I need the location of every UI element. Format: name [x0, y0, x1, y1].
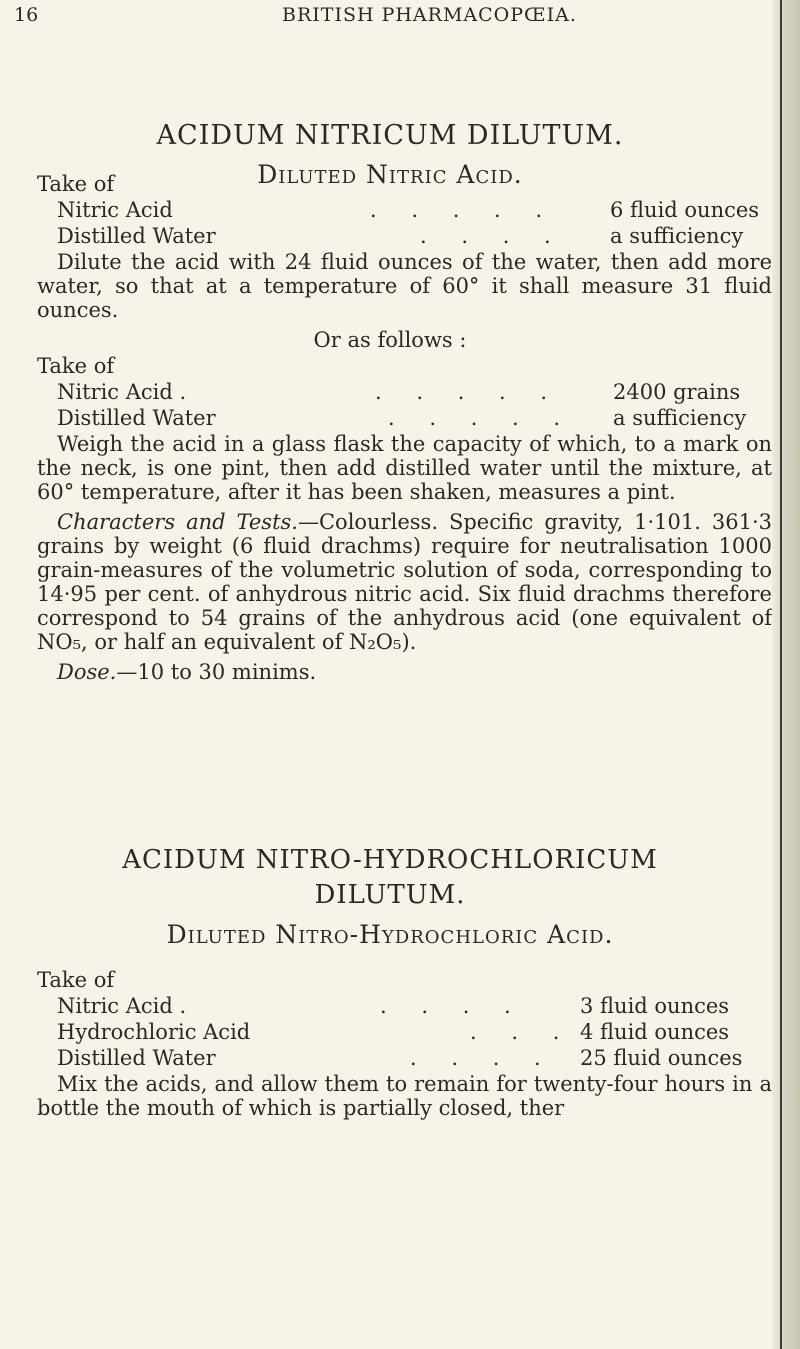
ingredient-name: Nitric Acid [57, 198, 173, 222]
leader-dots: . . . [470, 1020, 574, 1044]
page-number: 16 [14, 4, 39, 26]
ingredient-quantity: 4 fluid ounces [580, 1020, 730, 1044]
take-of-label: Take of [37, 968, 115, 992]
dose-text: —10 to 30 minims. [116, 660, 317, 684]
running-head [0, 2, 780, 32]
ingredient-name: Nitric Acid . [57, 994, 187, 1018]
page-edge-shadow [772, 0, 800, 1349]
ingredient-quantity: a sufficiency [610, 224, 744, 248]
section-title-nitro-hydrochloric-line1: ACIDUM NITRO-HYDROCHLORICUM [122, 845, 658, 875]
section-title-nitric-acid-dilute: ACIDUM NITRICUM DILUTUM. [156, 120, 624, 151]
ingredient-name: Distilled Water [57, 224, 216, 248]
ingredient-quantity: a sufficiency [613, 406, 747, 430]
ingredient-name: Nitric Acid . [57, 380, 187, 404]
method-paragraph: Weigh the acid in a glass flask the capacity of which, to a mark on the neck, is one pint, then add distilled water until the mixture, at 60° temperature, after it has been shaken, measures a pint. [37, 432, 772, 504]
ingredient-name: Distilled Water [57, 1046, 216, 1070]
ingredient-quantity: 6 fluid ounces [610, 198, 760, 222]
leader-dots: . . . . . [375, 380, 562, 404]
page-edge-line [780, 0, 782, 1349]
characters-text: —Colourless. Specific gravity, 1·101. 361·3 grains by weight (6 fluid drachms) require for neutralisation 1000 grain-measures of the volumetric solution of soda, corresponding to 14·95 per cent. of anhydrous nitric acid. Six fluid drachms therefore correspond to 54 grains of the anhydrous acid (one equivalent of NO₅, or half an equivalent of N₂O₅). [37, 510, 772, 654]
leader-dots: . . . . [420, 224, 565, 248]
section-subtitle-nitro-hydrochloric: Diluted Nitro-Hydrochloric Acid. [166, 920, 614, 949]
take-of-label: Take of [37, 172, 115, 196]
method-paragraph: Dilute the acid with 24 fluid ounces of the water, then add more water, so that at a temperature of 60° it shall measure 31 fluid ounces. [37, 250, 772, 322]
ingredient-quantity: 2400 grains [613, 380, 741, 404]
leader-dots: . . . . . [388, 406, 575, 430]
running-title: BRITISH PHARMACOPŒIA. [282, 4, 577, 26]
leader-dots: . . . . [410, 1046, 555, 1070]
leader-dots: . . . . . [370, 198, 557, 222]
dose-label: Dose. [57, 660, 117, 684]
take-of-label: Take of [37, 354, 115, 378]
section-title-nitro-hydrochloric-line2: DILUTUM. [314, 880, 466, 910]
ingredient-quantity: 3 fluid ounces [580, 994, 730, 1018]
dose [37, 660, 772, 684]
ingredient-quantity: 25 fluid ounces [580, 1046, 743, 1070]
ingredient-name: Hydrochloric Acid [57, 1020, 251, 1044]
section-subtitle-nitric-acid-dilute: Diluted Nitric Acid. [257, 160, 523, 189]
or-as-follows: Or as follows : [313, 328, 467, 352]
characters-label: Characters and Tests. [57, 510, 298, 534]
method-paragraph: Mix the acids, and allow them to remain for twenty-four hours in a bottle the mouth of which is partially closed, ther [37, 1072, 772, 1120]
leader-dots: . . . . [380, 994, 525, 1018]
ingredient-name: Distilled Water [57, 406, 216, 430]
characters-and-tests [37, 510, 772, 654]
